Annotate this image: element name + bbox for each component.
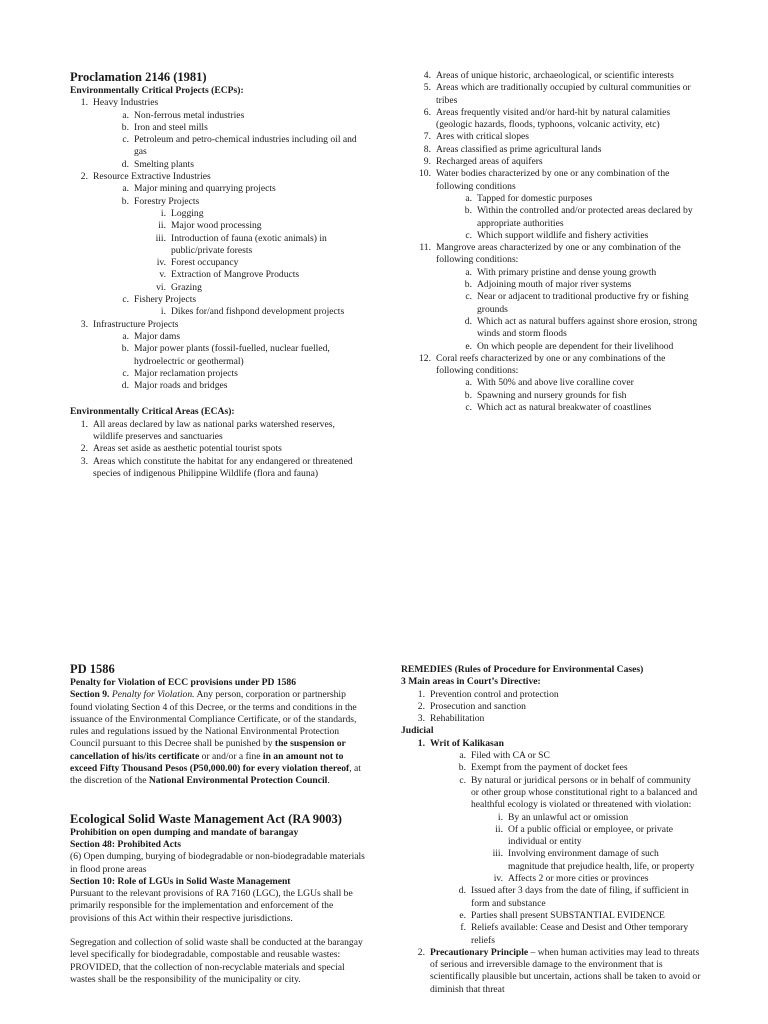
kalikasan-label: Writ of Kalikasan <box>430 737 504 749</box>
list-marker: 11. <box>419 242 431 254</box>
list-marker: b. <box>458 762 466 774</box>
list-marker: 7. <box>423 131 431 143</box>
list-marker: b. <box>121 195 129 207</box>
list-item <box>64 456 365 481</box>
list-item <box>401 762 701 774</box>
list-item-text: By an unlawful act or omission <box>508 811 629 823</box>
list-marker: f. <box>460 922 466 934</box>
list-item <box>401 775 701 812</box>
list-item <box>401 713 701 725</box>
list-marker: ii. <box>495 823 503 835</box>
list-item <box>64 380 365 392</box>
list-marker: d. <box>121 380 129 392</box>
list-item <box>64 134 365 159</box>
list-item <box>407 168 702 193</box>
list-item-text: Recharged areas of aquifers <box>436 156 543 168</box>
list-item-text: Infrastructure Projects <box>93 318 179 330</box>
list-marker: 1. <box>417 688 425 700</box>
list-item-text: Reliefs available: Cease and Desist and Other temporary reliefs <box>471 922 689 946</box>
list-item <box>407 279 702 291</box>
list-marker: iii. <box>155 232 166 244</box>
judicial-heading: Judicial <box>401 725 434 737</box>
list-item <box>407 82 702 107</box>
list-marker: v. <box>159 269 166 281</box>
list-item-text: Major power plants (fossil-fuelled, nuclear fuelled, hydroelectric or geothermal) <box>134 343 330 367</box>
list-marker: a. <box>465 377 472 389</box>
list-item <box>64 331 365 343</box>
list-item-text: All areas declared by law as national parks watershed reserves, wildlife preserves and sanctuaries <box>93 418 335 443</box>
list-marker: 10. <box>419 168 431 180</box>
list-item-text: With 50% and above live coralline cover <box>477 377 634 389</box>
pd1586-body-4: . <box>327 775 330 787</box>
pd1586-heading: Penalty for Violation of ECC provisions under PD 1586 <box>70 677 297 688</box>
section-9-label: Section 9. <box>70 689 110 701</box>
precaution-text-wrap <box>430 947 701 996</box>
list-item-text: Major wood processing <box>171 220 262 232</box>
list-marker: 3. <box>80 318 88 330</box>
list-item <box>401 910 701 922</box>
list-item <box>64 97 365 109</box>
list-item-text: Which act as natural breakwater of coastlines <box>477 402 652 414</box>
pd1586-title: PD 1586 <box>70 662 115 676</box>
list-marker: e. <box>459 909 466 921</box>
list-item-text: Rehabilitation <box>430 713 485 725</box>
list-item-text: Exempt from the payment of docket fees <box>471 762 628 774</box>
list-marker: c. <box>465 402 472 414</box>
list-marker: 1. <box>80 97 88 109</box>
list-item-text: Water bodies characterized by one or any combination of the following conditions <box>436 168 670 192</box>
list-marker: e. <box>465 340 472 352</box>
list-item-text: Areas of unique historic, archaeological, or scientific interests <box>436 70 674 81</box>
list-item <box>407 156 702 168</box>
list-item <box>407 341 702 353</box>
list-item-text: Ares with critical slopes <box>436 131 529 143</box>
list-item-text: Within the controlled and/or protected areas declared by appropriate authorities <box>477 205 693 229</box>
list-marker: 6. <box>423 106 431 118</box>
list-item-text: Major reclamation projects <box>134 367 238 379</box>
list-item-text: Involving environment damage of such magnitude that prejudice health, life, or property <box>508 848 695 872</box>
list-marker: b. <box>121 343 129 355</box>
list-item-text: Resource Extractive Industries <box>93 171 211 183</box>
list-marker: a. <box>122 109 129 121</box>
esw-heading-1: Prohibition on open dumping and mandate of barangay <box>70 826 299 838</box>
pd1586-section <box>70 662 365 986</box>
kalikasan-number: 1. <box>417 737 425 749</box>
list-item <box>407 131 702 143</box>
list-item <box>407 291 702 316</box>
list-item <box>407 242 702 267</box>
list-marker: b. <box>464 205 472 217</box>
list-item <box>401 750 701 762</box>
list-item-text: Coral reefs characterized by one or any combinations of the following conditions: <box>436 352 666 377</box>
list-item-text: Areas which are traditionally occupied by cultural communities or tribes <box>436 82 691 106</box>
list-item <box>407 107 702 132</box>
list-item <box>407 193 702 205</box>
list-item <box>64 233 365 258</box>
remedies-section <box>401 664 701 996</box>
list-marker: 5. <box>423 82 431 94</box>
list-item-text: Mangrove areas characterized by one or any combination of the following conditions: <box>436 242 681 266</box>
remedies-subtitle: 3 Main areas in Court’s Directive: <box>401 676 541 688</box>
pd1586-body-bold-3: National Environmental Protection Council <box>148 775 328 787</box>
list-marker: 3. <box>417 713 425 725</box>
esw-text-1: (6) Open dumping, burying of biodegradable or non-biodegradable materials in flood prone areas <box>70 851 365 875</box>
list-item <box>401 824 701 849</box>
list-marker: d. <box>458 885 466 897</box>
list-item <box>64 443 365 455</box>
list-item <box>64 122 365 134</box>
list-marker: 12. <box>419 352 431 364</box>
list-item-text: Areas which constitute the habitat for any endangered or threatened species of indigenous Philippine Wildlife (flora and fauna) <box>93 455 353 479</box>
list-marker: a. <box>459 750 466 762</box>
list-item-text: Affects 2 or more cities or provinces <box>508 873 649 885</box>
esw-heading-3: Section 10: Role of LGUs in Solid Waste Management <box>70 875 291 887</box>
list-item-text: Areas classified as prime agricultural lands <box>436 143 602 155</box>
list-item <box>401 689 701 701</box>
list-item <box>64 110 365 122</box>
list-item-text: Parties shall present SUBSTANTIAL EVIDENCE <box>471 909 665 921</box>
esw-heading-2: Section 48: Prohibited Acts <box>70 838 181 850</box>
proclamation-section <box>70 70 365 480</box>
list-item-text: Issued after 3 days from the date of filing, if sufficient in form and substance <box>471 885 689 909</box>
pd1586-body-bold-2: in an amount not to exceed Fifty Thousand Pesos (P50,000.00) for every violation thereof <box>70 750 350 775</box>
list-marker: ii. <box>158 220 166 232</box>
esw-text-2: Pursuant to the relevant provisions of RA 7160 (LGC), the LGUs shall be primarily responsible for the implementation and enforcement of the provisions of this Act within their respective jurisdictions. <box>70 888 353 924</box>
proclamation-title: Proclamation 2146 (1981) <box>70 70 207 84</box>
list-item-text: Areas set aside as aesthetic potential tourist spots <box>93 443 282 455</box>
list-item-text: With primary pristine and dense young growth <box>477 266 657 278</box>
list-item-text: Heavy Industries <box>93 97 159 109</box>
list-item <box>64 171 365 183</box>
esw-title: Ecological Solid Waste Management Act (RA 9003) <box>70 811 342 826</box>
list-marker: 1. <box>80 418 88 430</box>
list-item-text: Adjoining mouth of major river systems <box>477 279 632 291</box>
list-item-text: Fishery Projects <box>134 294 197 306</box>
list-item <box>401 848 701 873</box>
list-marker: iv. <box>493 873 503 885</box>
list-item-text: Major roads and bridges <box>134 380 228 392</box>
list-item <box>407 70 702 82</box>
eca-continued-list <box>407 70 702 414</box>
list-marker: c. <box>465 229 472 241</box>
list-item <box>401 812 701 824</box>
list-item <box>407 144 702 156</box>
list-item <box>64 220 365 232</box>
list-item <box>64 208 365 220</box>
list-item-text: Extraction of Mangrove Products <box>171 269 300 281</box>
list-marker: i. <box>160 207 166 219</box>
list-item-text: Of a public official or employee, or private individual or entity <box>508 823 673 848</box>
list-item-text: Forest occupancy <box>171 257 239 269</box>
list-item-text: By natural or juridical persons or in behalf of community or other group whose constitutional right to a balanced and healthful ecology is violated or threatened with violation: <box>471 774 698 811</box>
list-item <box>64 419 365 444</box>
list-marker: 9. <box>423 156 431 168</box>
list-marker: c. <box>122 294 129 306</box>
list-item-text: Areas frequently visited and/or hard-hit by natural calamities (geologic hazards, floods, typhoons, volcanic activity, etc) <box>436 106 671 131</box>
list-item <box>407 205 702 230</box>
eca-heading: Environmentally Critical Areas (ECAs): <box>70 406 235 418</box>
list-marker: a. <box>465 192 472 204</box>
kalikasan-item <box>401 738 701 750</box>
list-item-text: Non-ferrous metal industries <box>134 109 245 121</box>
list-item <box>64 319 365 331</box>
list-item-text: Petroleum and petro-chemical industries including oil and gas <box>134 134 357 158</box>
list-item <box>64 257 365 269</box>
list-marker: 2. <box>80 443 88 455</box>
list-item <box>407 377 702 389</box>
list-marker: d. <box>121 158 129 170</box>
list-marker: c. <box>465 291 472 303</box>
list-marker: i. <box>160 306 166 318</box>
kalikasan-list <box>401 750 701 947</box>
list-marker: a. <box>122 183 129 195</box>
list-marker: c. <box>122 367 129 379</box>
list-marker: b. <box>464 389 472 401</box>
section-9-italic: Penalty for Violation. <box>111 689 195 701</box>
list-item-text: Grazing <box>171 281 202 293</box>
list-marker: 8. <box>423 143 431 155</box>
ecp-heading: Environmentally Critical Projects (ECPs): <box>70 85 244 96</box>
list-marker: vi. <box>156 281 166 293</box>
list-item-text: Major mining and quarrying projects <box>134 183 276 195</box>
list-marker: c. <box>122 134 129 146</box>
list-item <box>64 368 365 380</box>
list-item-text: Forestry Projects <box>134 195 200 207</box>
list-item <box>64 343 365 368</box>
pd1586-paragraph <box>70 689 365 787</box>
precaution-item <box>401 947 701 996</box>
list-item-text: Logging <box>171 207 204 219</box>
list-marker: i. <box>497 811 503 823</box>
list-marker: 2. <box>417 700 425 712</box>
list-item-text: Prevention control and protection <box>430 688 559 700</box>
list-item-text: Tapped for domestic purposes <box>477 192 593 204</box>
list-item <box>64 183 365 195</box>
list-marker: a. <box>465 266 472 278</box>
list-item <box>64 269 365 281</box>
list-item-text: Iron and steel mills <box>134 121 208 133</box>
precaution-number: 2. <box>417 946 425 958</box>
precaution-label: Precautionary Principle <box>430 946 529 958</box>
list-item-text: Filed with CA or SC <box>471 750 550 762</box>
list-item <box>64 306 365 318</box>
list-marker: c. <box>459 774 466 786</box>
list-item <box>407 267 702 279</box>
list-item <box>64 294 365 306</box>
pd1586-body-1: Any person, corporation or partnership found violating Section 4 of this Decree, or the terms and conditions in the issuance of the Environmental Compliance Certificate, or of the standards, rules and regulations issued by the National Environmental Protection Council pursuant to this Decree shall be punished by <box>70 689 357 750</box>
list-item <box>401 873 701 885</box>
list-item <box>64 282 365 294</box>
eca-list <box>64 419 365 480</box>
list-item <box>407 390 702 402</box>
list-item <box>64 159 365 171</box>
pd1586-body-3: , at the discretion of the <box>70 763 361 787</box>
list-item-text: Prosecution and sanction <box>430 700 526 712</box>
list-item <box>401 701 701 713</box>
list-marker: b. <box>121 121 129 133</box>
precaution-text: – when human activities may lead to threats of serious and irreversible damage to the environment that is scientifically plausible but uncertain, actions shall be taken to avoid or diminish that threat <box>430 946 701 995</box>
pd1586-body-2: or and/or a fine <box>201 750 261 762</box>
list-item <box>64 196 365 208</box>
esw-text-3: Segregation and collection of solid waste shall be conducted at the barangay level specifically for biodegradable, compostable and reusable wastes: PROVIDED, that the collection of non-recyclable materials and special wastes shall be the responsibility of the municipality or city. <box>70 937 363 985</box>
list-marker: 3. <box>80 455 88 467</box>
list-marker: iv. <box>156 257 166 269</box>
list-item-text: Which act as natural buffers against shore erosion, strong winds and storm floods <box>477 315 698 340</box>
list-item-text: Near or adjacent to traditional productive fry or fishing grounds <box>477 291 689 315</box>
remedies-title: REMEDIES (Rules of Procedure for Environmental Cases) <box>401 664 644 675</box>
list-marker: iii. <box>492 848 503 860</box>
list-item <box>407 230 702 242</box>
ecp-list <box>64 97 365 392</box>
list-item-text: Which support wildlife and fishery activities <box>477 229 649 241</box>
list-item-text: Major dams <box>134 330 181 342</box>
eca-continued-section <box>407 70 702 414</box>
list-marker: d. <box>464 315 472 327</box>
list-item-text: Dikes for/and fishpond development projects <box>171 306 345 318</box>
list-item <box>407 316 702 341</box>
list-item <box>401 922 701 947</box>
list-item-text: On which people are dependent for their livelihood <box>477 340 674 352</box>
list-item <box>407 353 702 378</box>
list-item <box>401 885 701 910</box>
list-item-text: Introduction of fauna (exotic animals) in public/private forests <box>171 232 327 256</box>
list-marker: b. <box>464 279 472 291</box>
list-item-text: Spawning and nursery grounds for fish <box>477 389 627 401</box>
list-marker: a. <box>122 330 129 342</box>
remedies-areas-list <box>401 689 701 726</box>
list-item-text: Smelting plants <box>134 158 194 170</box>
list-item <box>407 402 702 414</box>
list-marker: 4. <box>423 70 431 81</box>
list-marker: 2. <box>80 171 88 183</box>
pd1586-body-bold-1: the suspension or cancellation of his/its certificate <box>70 738 346 762</box>
